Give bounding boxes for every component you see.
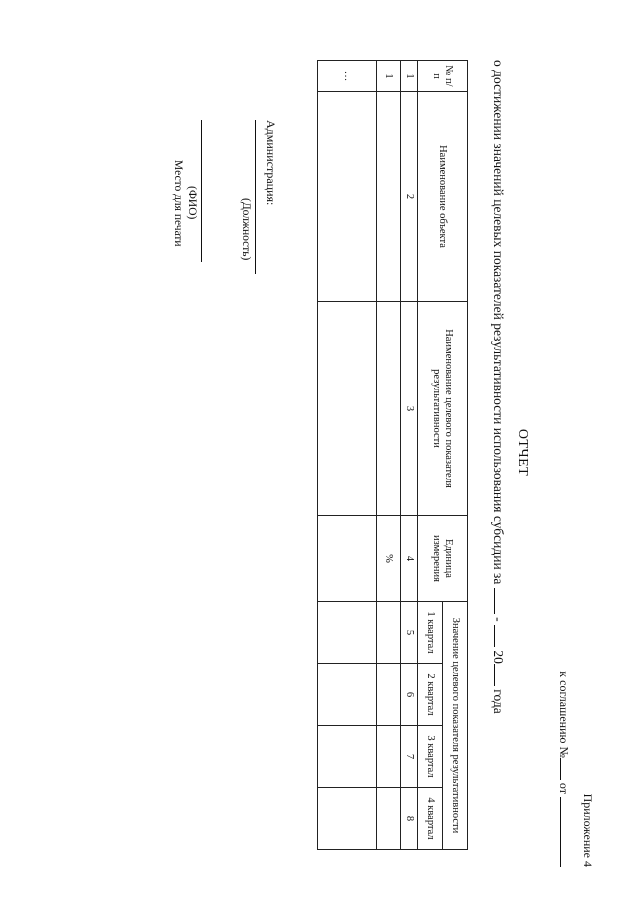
report-title: ОТЧЕТ xyxy=(515,428,530,477)
table-cell xyxy=(318,602,377,664)
agreement-from: от xyxy=(557,782,571,794)
column-number: 2 xyxy=(401,92,418,302)
header-quarter-2: 2 квартал xyxy=(418,664,443,726)
period-blank xyxy=(494,588,508,614)
table-cell xyxy=(318,788,377,850)
fio-signature-line xyxy=(201,120,202,262)
header-value-group: Значение целевого показателя результативности xyxy=(443,602,468,850)
report-subtitle xyxy=(490,60,508,714)
header-unit: Единица измерения xyxy=(418,516,468,602)
agreement-date-blank xyxy=(560,797,573,867)
header-object-name: Наименование объекта xyxy=(418,92,468,302)
report-table xyxy=(317,60,468,850)
table-cell: … xyxy=(318,61,377,92)
agreement-number-blank xyxy=(560,758,573,780)
table-cell xyxy=(318,516,377,602)
table-cell xyxy=(318,302,377,516)
header-indicator-name: Наименование целевого показателя результативности xyxy=(418,302,468,516)
fio-label: (ФИО) xyxy=(186,186,198,220)
column-number: 4 xyxy=(401,516,418,602)
column-number: 7 xyxy=(401,726,418,788)
column-number: 3 xyxy=(401,302,418,516)
year-suffix: года xyxy=(491,689,506,714)
header-quarter-1: 1 квартал xyxy=(418,602,443,664)
appendix-block xyxy=(552,671,600,867)
subtitle-text: о достижении значений целевых показателей результативности использования субсидии за xyxy=(491,60,506,585)
year-blank xyxy=(494,664,508,686)
stamp-label: Место для печати xyxy=(172,160,184,247)
table-cell xyxy=(318,726,377,788)
header-num: № п/п xyxy=(418,61,468,92)
column-number: 6 xyxy=(401,664,418,726)
header-quarter-4: 4 квартал xyxy=(418,788,443,850)
subtitle-dash: - xyxy=(491,617,506,622)
table-cell xyxy=(377,664,401,726)
table-cell: 1 xyxy=(377,61,401,92)
table-cell xyxy=(377,788,401,850)
admin-label: Администрация: xyxy=(264,120,278,206)
table-cell xyxy=(318,92,377,302)
table-cell xyxy=(377,726,401,788)
column-number: 1 xyxy=(401,61,418,92)
table-cell: % xyxy=(377,516,401,602)
appendix-label: Приложение 4 xyxy=(581,793,595,867)
agreement-line xyxy=(552,671,576,867)
table-cell xyxy=(377,602,401,664)
column-number: 5 xyxy=(401,602,418,664)
period-end-blank xyxy=(494,625,508,647)
header-quarter-3: 3 квартал xyxy=(418,726,443,788)
table-cell xyxy=(377,92,401,302)
agreement-prefix: к соглашению № xyxy=(557,671,571,758)
table-cell xyxy=(377,302,401,516)
column-number: 8 xyxy=(401,788,418,850)
year-prefix: 20 xyxy=(491,650,506,664)
table-cell xyxy=(318,664,377,726)
position-label: (Должность) xyxy=(240,198,252,261)
column-numbers-row xyxy=(401,61,418,850)
table-row xyxy=(377,61,401,850)
table-row xyxy=(318,61,377,850)
position-signature-line xyxy=(255,120,256,274)
